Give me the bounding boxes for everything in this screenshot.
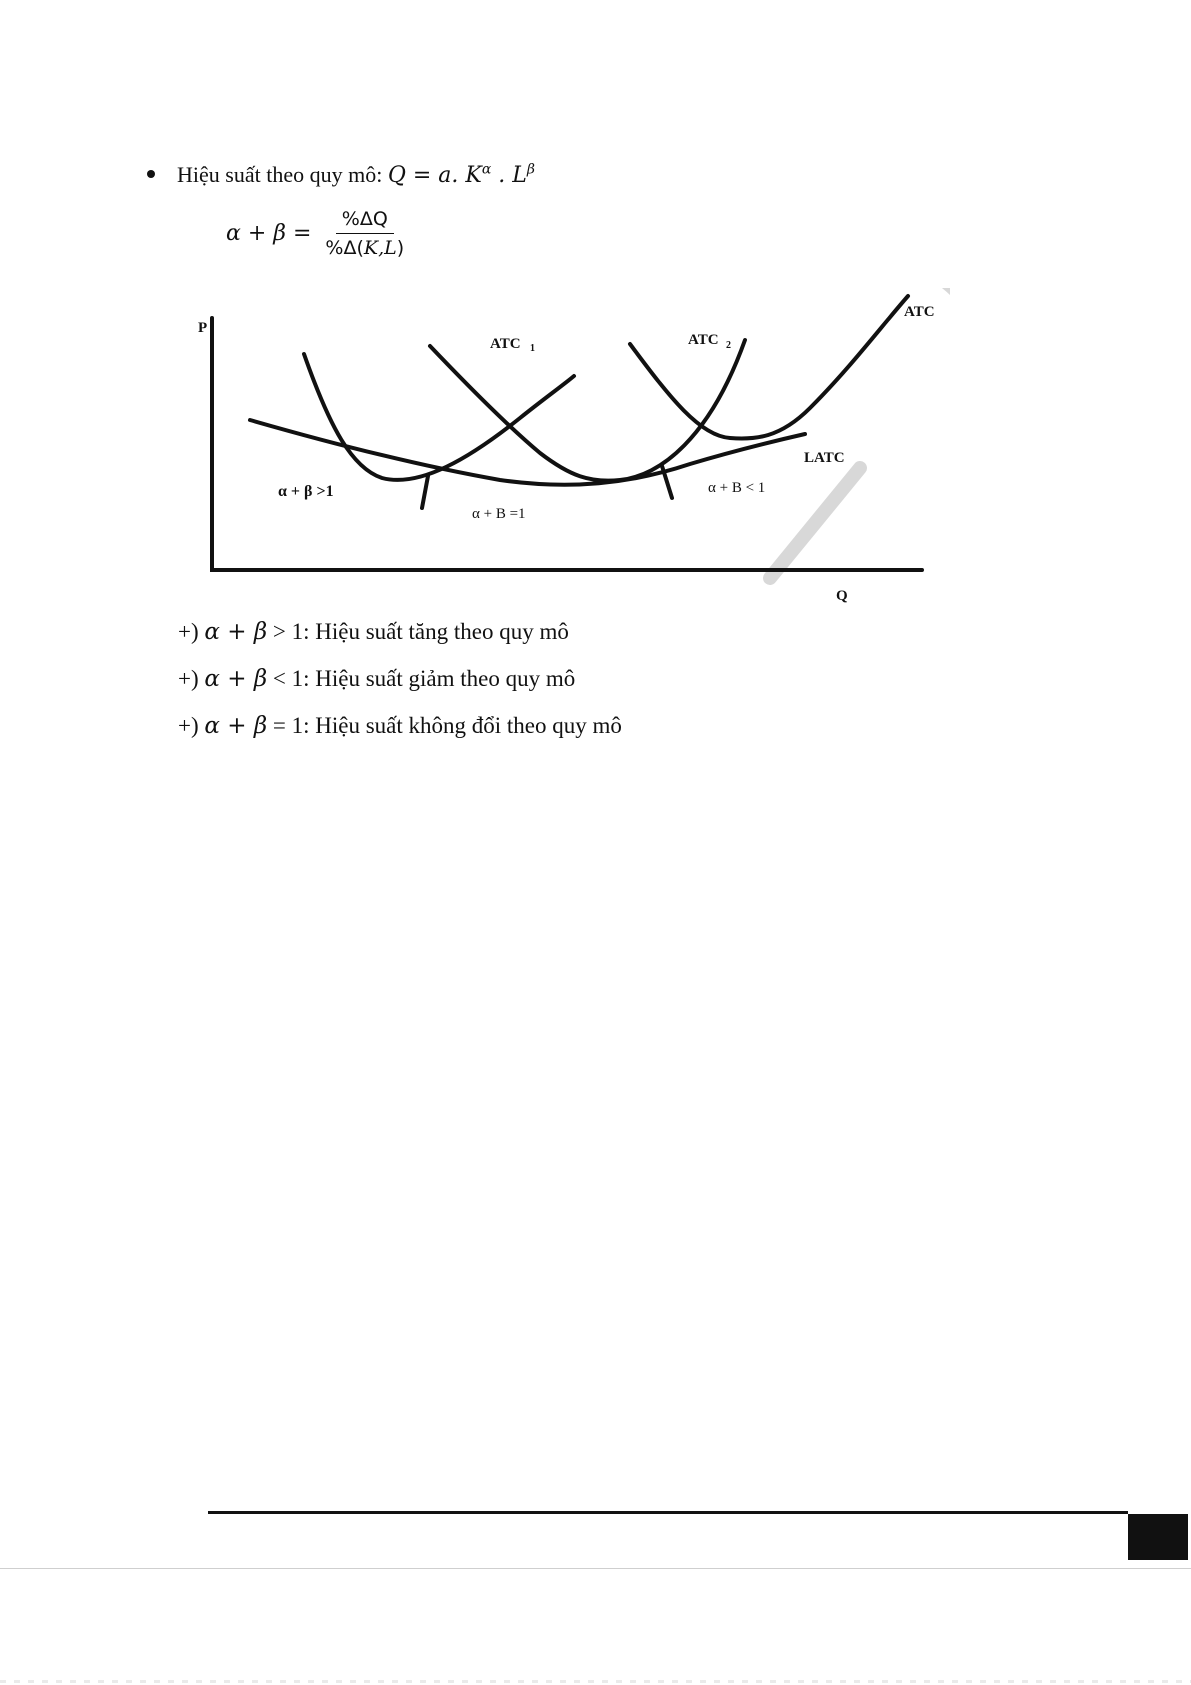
fraction-denominator — [319, 234, 410, 259]
curve-label-atc3: ATC — [904, 304, 935, 320]
curve-label-atc1: ATC — [490, 336, 521, 352]
denominator-prefix: %Δ( — [325, 237, 364, 259]
region-label-mid: α + B =1 — [472, 506, 526, 522]
fraction-formula — [226, 208, 410, 259]
rule-expr: α + β — [204, 666, 268, 692]
region-label-left: α + β >1 — [278, 483, 334, 500]
region-label-right: α + B < 1 — [708, 480, 766, 496]
rule-expr: α + β — [204, 619, 268, 645]
rule-prefix: +) — [178, 619, 205, 644]
srac-curve-2 — [430, 340, 745, 481]
region-divider-left — [422, 476, 428, 508]
cost-curves-figure — [170, 288, 950, 608]
bullet-scale-efficiency — [147, 160, 535, 191]
rule-decreasing — [178, 664, 575, 694]
latc-curve — [250, 420, 805, 485]
page-number-box — [1128, 1514, 1188, 1560]
rule-constant — [178, 711, 622, 741]
exponent-beta: β — [526, 161, 535, 178]
curve-label-atc2-sub: 2 — [726, 340, 731, 351]
axis-label-p: P — [198, 320, 208, 336]
rule-increasing — [178, 617, 569, 647]
curve-label-latc: LATC — [804, 450, 845, 466]
srac-curve-1 — [304, 354, 574, 480]
rule-text: = 1: Hiệu suất không đổi theo quy mô — [267, 713, 622, 738]
fraction — [319, 208, 410, 259]
srac-curve-3 — [630, 296, 908, 439]
rule-prefix: +) — [178, 713, 205, 738]
fraction-numerator: %ΔQ — [336, 208, 394, 234]
formula-a-k: = a. K — [405, 163, 482, 188]
rule-expr: α + β — [204, 713, 268, 739]
fraction-lhs: α + β = — [226, 221, 312, 246]
formula-l: . L — [491, 163, 527, 188]
denominator-vars: K,L — [363, 237, 397, 259]
scan-artifact — [0, 1680, 1191, 1683]
exponent-alpha: α — [481, 161, 492, 178]
footer-rule — [208, 1511, 1128, 1514]
watermark-arc — [940, 288, 950, 418]
page-bottom-edge — [0, 1568, 1191, 1569]
curve-label-atc1-sub: 1 — [530, 343, 535, 354]
axis-label-q: Q — [836, 588, 848, 604]
curve-label-atc2: ATC — [688, 332, 719, 348]
rule-prefix: +) — [178, 666, 205, 691]
rule-text: < 1: Hiệu suất giảm theo quy mô — [267, 666, 576, 691]
bullet-text: Hiệu suất theo quy mô: — [177, 162, 388, 187]
denominator-suffix: ) — [396, 237, 405, 259]
watermark-stroke — [770, 468, 860, 578]
bullet-dot-icon — [147, 170, 155, 178]
formula-q: Q — [387, 163, 406, 188]
rule-text: > 1: Hiệu suất tăng theo quy mô — [267, 619, 569, 644]
